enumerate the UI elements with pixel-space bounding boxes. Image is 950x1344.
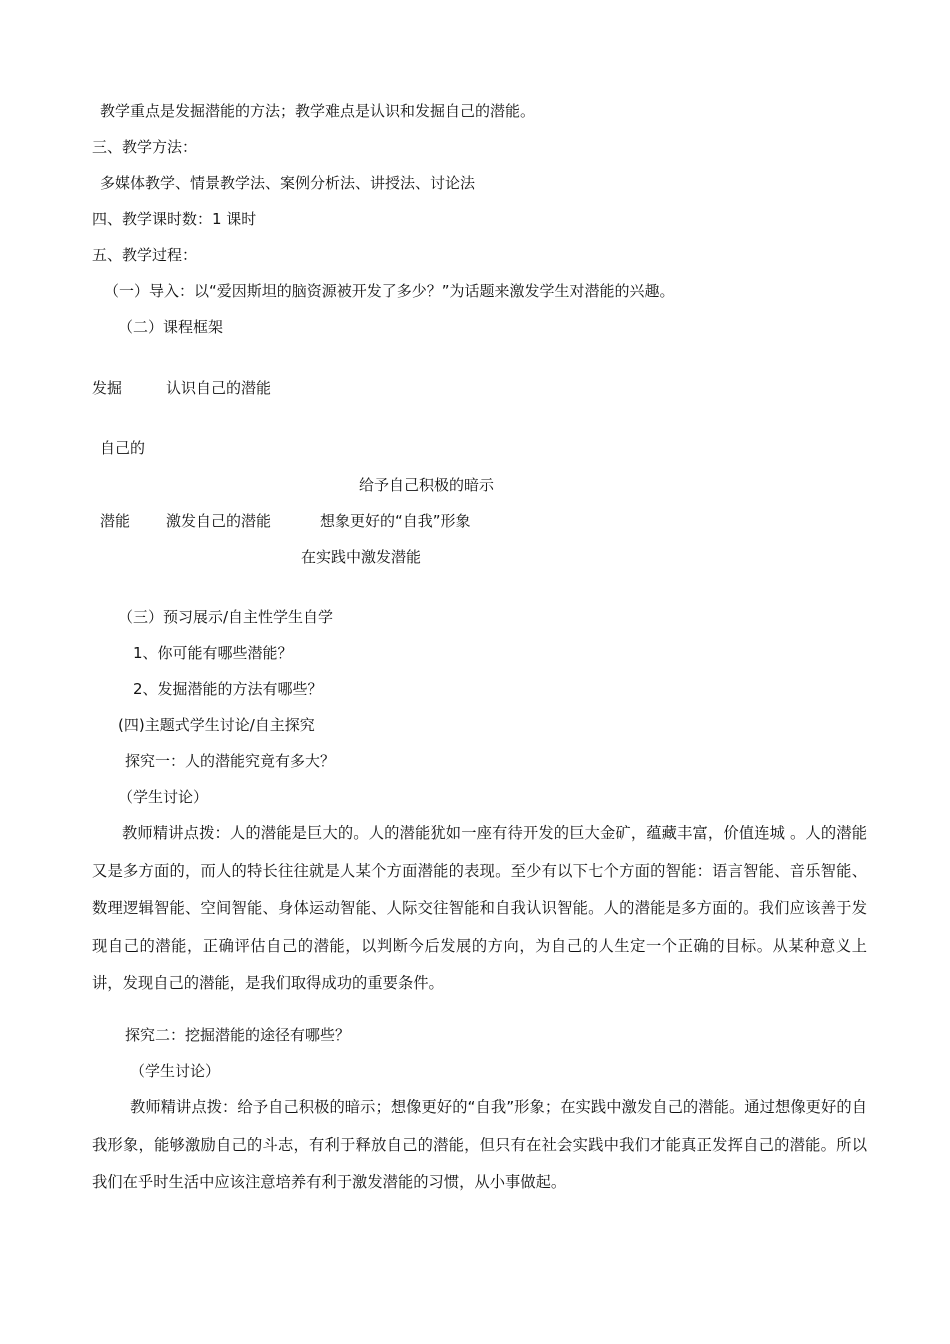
question-2: 2、发掘潜能的方法有哪些？ <box>133 680 323 698</box>
framework-sub-2: 想象更好的“自我”形象 <box>320 512 471 530</box>
framework-branch-2: 激发自己的潜能 <box>166 512 272 530</box>
framework-branch-1: 认识自己的潜能 <box>166 379 272 397</box>
question-1: 1、你可能有哪些潜能？ <box>133 644 293 662</box>
explore-1-note: （学生讨论） <box>118 788 209 806</box>
explore-2-note: （学生讨论） <box>130 1062 221 1080</box>
teaching-methods-line: 多媒体教学、情景教学法、案例分析法、讲授法、讨论法 <box>100 174 476 192</box>
explore-2-body: 教师精讲点拨：给予自己积极的暗示；想像更好的“自我”形象；在实践中激发自己的潜能。通过想像更好的自我形象，能够激励自己的斗志，有利于释放自己的潜能，但只有在社会实践中我们才能真正发挥自己的潜能。所以我们在乎时生活中应该注意培养有利于激发潜能的习惯，从小事做起。 <box>92 1098 867 1192</box>
teaching-focus-line: 教学重点是发掘潜能的方法；教学难点是认识和发掘自己的潜能。 <box>100 102 536 120</box>
preview-heading: （三）预习展示/自主性学生自学 <box>118 608 334 626</box>
section-3-heading: 三、教学方法： <box>92 138 198 156</box>
framework-heading: （二）课程框架 <box>118 318 224 336</box>
discussion-heading: (四)主题式学生讨论/自主探究 <box>118 716 315 734</box>
explore-1-title: 探究一：人的潜能究竟有多大？ <box>125 752 336 770</box>
framework-sub-3: 在实践中激发潜能 <box>301 548 422 566</box>
explore-1-body: 教师精讲点拨：人的潜能是巨大的。人的潜能犹如一座有待开发的巨大金矿，蕴藏丰富，价值连城 。人的潜能又是多方面的，而人的特长往往就是人某个方面潜能的表现。至少有以下七个方面的智能：语言智能、音乐智能、数理逻辑智能、空间智能、身体运动智能、人际交往智能和自我认识智能。人的潜能是多方面的。我们应该善于发现自己的潜能，正确评估自己的潜能，以判断今后发展的方向，为自己的人生定一个正确的目标。从某种意义上讲，发现自己的潜能，是我们取得成功的重要条件。 <box>92 824 867 993</box>
section-4-hours: 四、教学课时数：1 课时 <box>92 210 257 228</box>
intro-line: （一）导入：以“爱因斯坦的脑资源被开发了多少？”为话题来激发学生对潜能的兴趣。 <box>104 282 675 300</box>
framework-left-2: 自己的 <box>100 439 146 457</box>
framework-left-3: 潜能 <box>100 512 131 530</box>
explore-2-title: 探究二：挖掘潜能的途径有哪些？ <box>125 1026 351 1044</box>
framework-sub-1: 给予自己积极的暗示 <box>359 476 495 494</box>
framework-left-1: 发掘 <box>92 379 123 397</box>
section-5-heading: 五、教学过程： <box>92 246 198 264</box>
